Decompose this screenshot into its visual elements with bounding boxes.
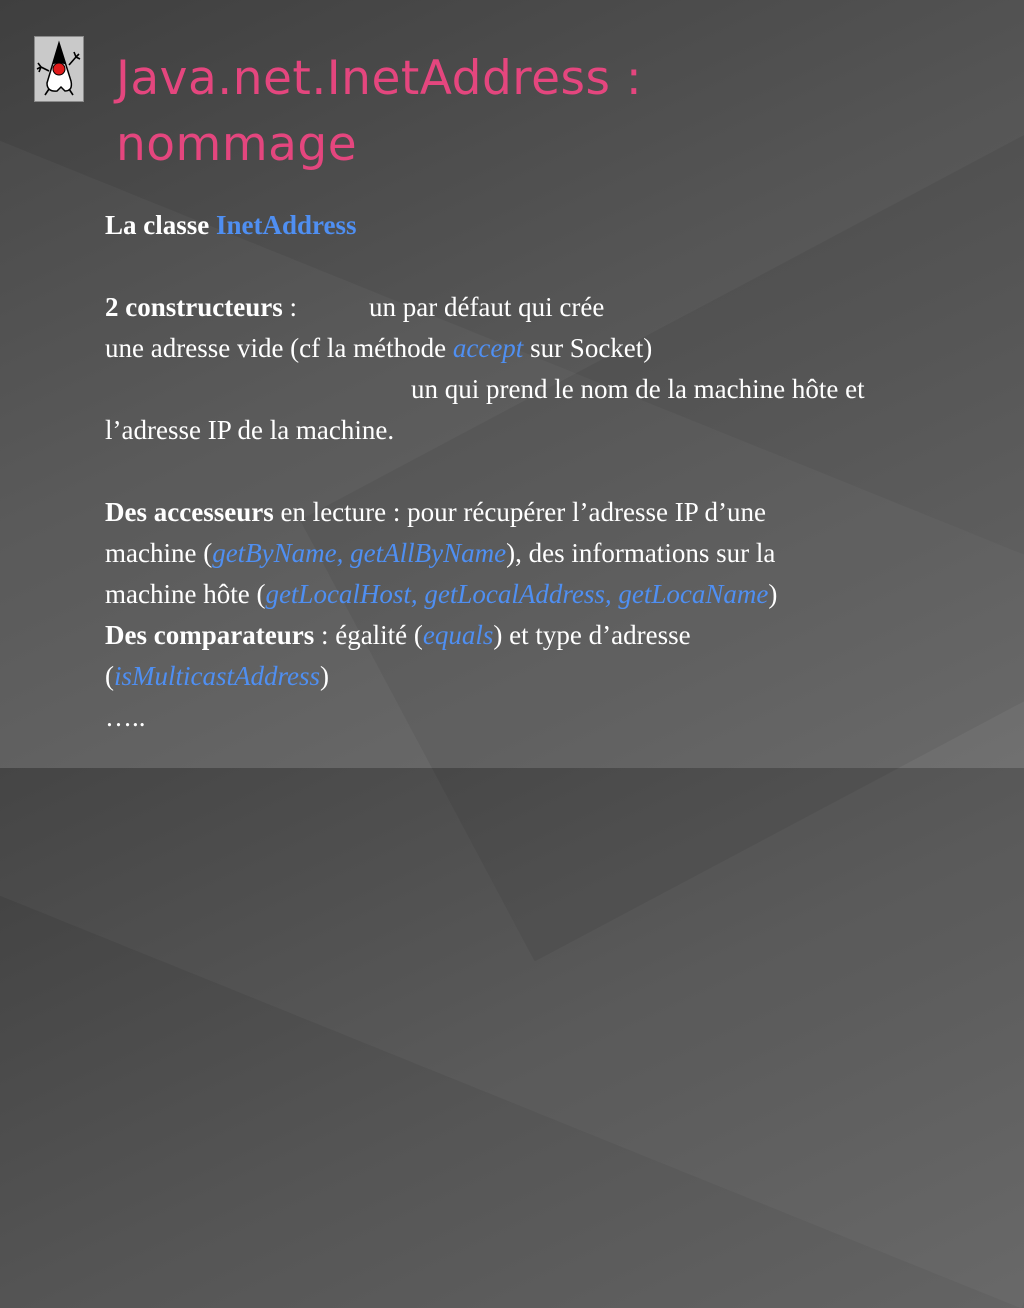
accessors-line-1	[105, 492, 1005, 533]
method-equals: equals	[422, 620, 494, 650]
accessors-text: machine (	[105, 538, 213, 568]
comparators-text: ) et type d’adresse	[493, 620, 691, 650]
constructors-line-1	[105, 287, 1005, 328]
accessors-text: )	[768, 579, 778, 609]
accessors-text: ), des informations sur la	[506, 538, 776, 568]
accessors-line-3	[105, 574, 1005, 615]
accessors-text: machine hôte (	[105, 579, 266, 609]
constructors-separator: :	[282, 292, 297, 322]
ellipsis: …..	[105, 702, 146, 732]
comparators-text: (	[105, 661, 114, 691]
accessors-methods-byname: getByName, getAllByName	[212, 538, 507, 568]
method-accept: accept	[452, 333, 524, 363]
class-name: InetAddress	[216, 210, 357, 240]
accessors-label: Des accesseurs	[105, 497, 274, 527]
constructor-1-text: un par défaut qui crée	[368, 292, 605, 322]
accessors-methods-local: getLocalHost, getLocalAddress, getLocaName	[265, 579, 769, 609]
comparators-line-1	[105, 615, 1005, 656]
constructors-line-3	[105, 369, 1005, 410]
constructors-label: 2 constructeurs	[105, 292, 283, 322]
comparators-line-2	[105, 656, 1005, 697]
slide-title-line-2: nommage	[116, 117, 358, 172]
constructors-line-4	[105, 410, 1005, 451]
slide-body	[105, 205, 1005, 738]
accessors-text: en lecture : pour récupérer l’adresse IP d’une	[273, 497, 766, 527]
constructor-1-continuation: une adresse vide (cf la méthode	[105, 333, 453, 363]
method-ismulticastaddress: isMulticastAddress	[114, 661, 320, 691]
class-heading-prefix: La classe	[105, 210, 216, 240]
accessors-line-2	[105, 533, 1005, 574]
constructor-2-text: un qui prend le nom de la machine hôte et	[411, 374, 865, 404]
comparators-text: : égalité (	[314, 620, 423, 650]
constructor-2-continuation: l’adresse IP de la machine.	[105, 415, 395, 445]
comparators-label: Des comparateurs	[105, 620, 315, 650]
comparators-text: )	[320, 661, 329, 691]
class-heading	[105, 205, 1005, 246]
slide-title-line-1: Java.net.InetAddress :	[116, 51, 643, 106]
slide-title	[116, 46, 996, 178]
constructors-line-2	[105, 328, 1005, 369]
java-duke-mascot-icon	[34, 36, 84, 102]
constructor-1-end: sur Socket)	[523, 333, 653, 363]
